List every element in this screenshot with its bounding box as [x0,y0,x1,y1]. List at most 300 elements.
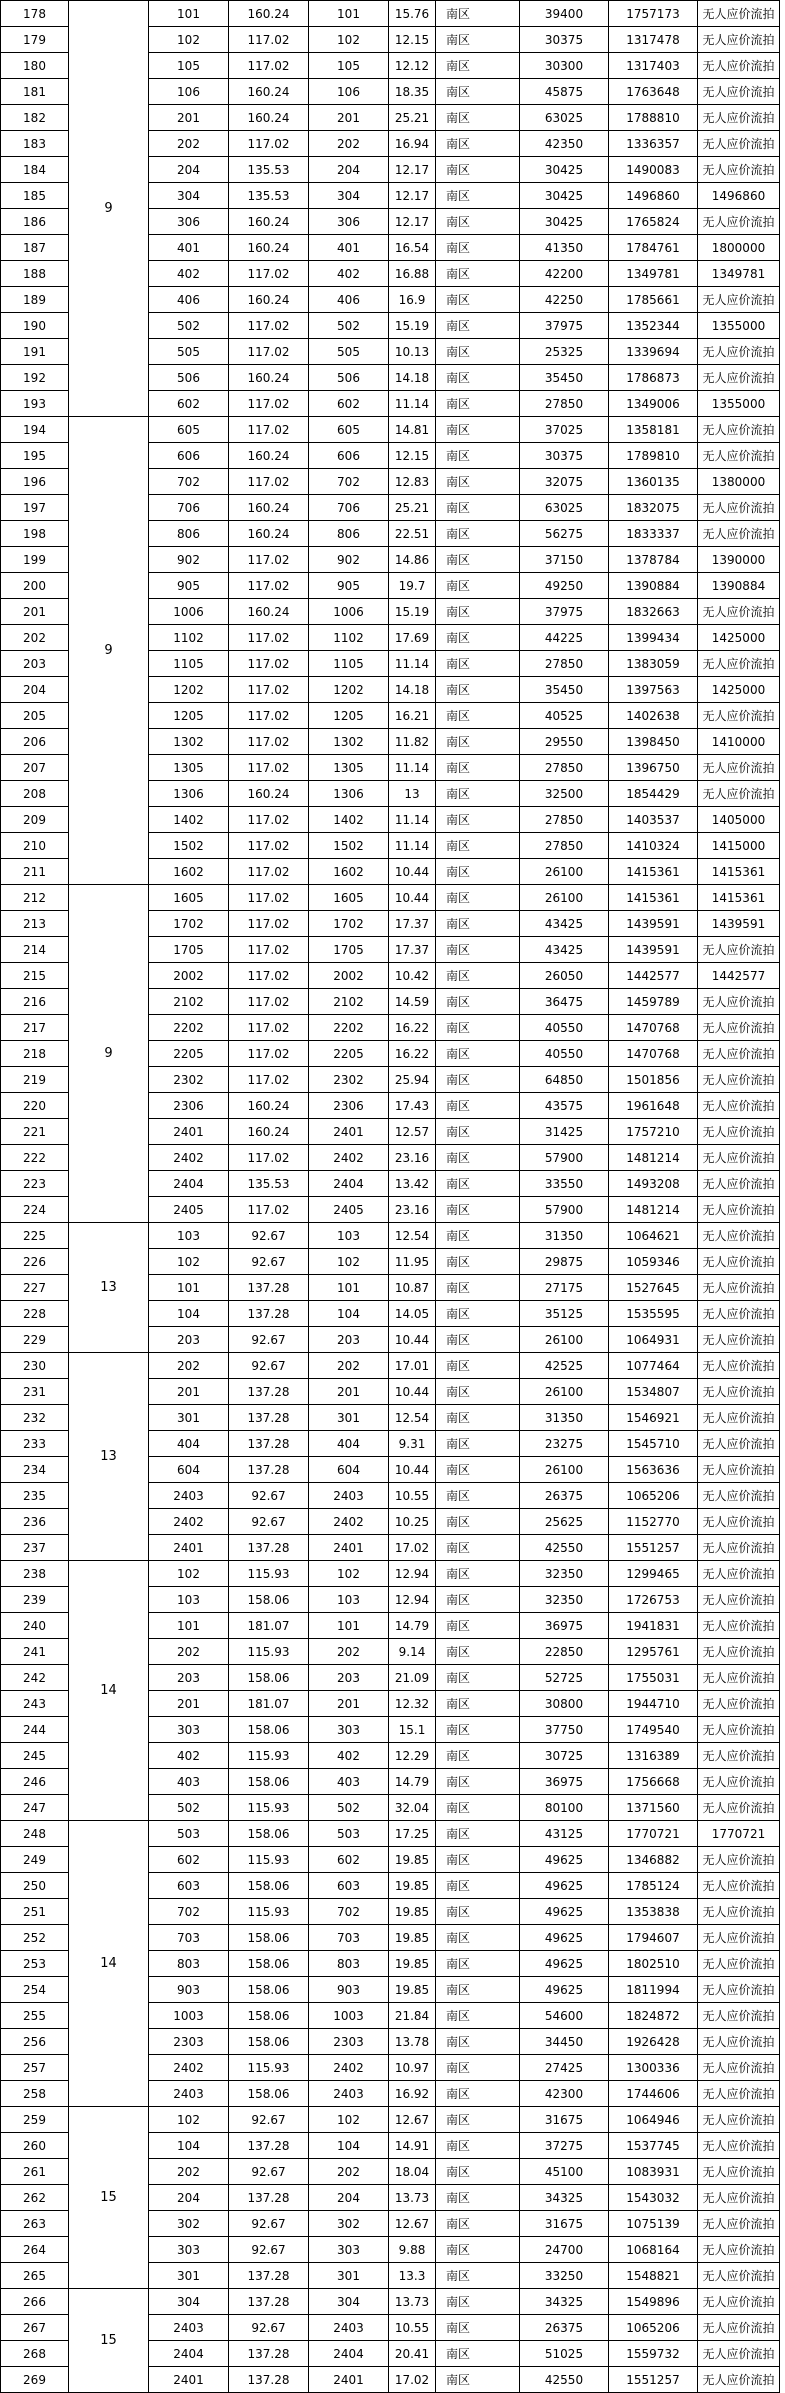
parking-area: 15.19 [389,313,436,339]
starting-price: 1064946 [609,2107,698,2133]
parking-area: 12.17 [389,209,436,235]
district: 南区 [436,1587,520,1613]
parking-area: 15.1 [389,1717,436,1743]
parking-area: 12.94 [389,1587,436,1613]
parking-area: 12.29 [389,1743,436,1769]
unit-number: 506 [149,365,229,391]
deposit: 57900 [520,1197,609,1223]
area: 117.02 [229,1015,309,1041]
area: 160.24 [229,365,309,391]
area: 137.28 [229,1405,309,1431]
area: 137.28 [229,2133,309,2159]
row-number: 234 [1,1457,69,1483]
district: 南区 [436,1691,520,1717]
row-number: 219 [1,1067,69,1093]
deposit: 40550 [520,1015,609,1041]
parking-unit: 506 [309,365,389,391]
deposit: 32350 [520,1587,609,1613]
row-number: 194 [1,417,69,443]
area: 117.02 [229,469,309,495]
result: 无人应价流拍 [698,1015,780,1041]
deposit: 27850 [520,807,609,833]
row-number: 211 [1,859,69,885]
deposit: 30425 [520,183,609,209]
area: 117.02 [229,911,309,937]
parking-unit: 303 [309,1717,389,1743]
parking-area: 12.54 [389,1405,436,1431]
result: 无人应价流拍 [698,1795,780,1821]
unit-number: 605 [149,417,229,443]
parking-unit: 1305 [309,755,389,781]
row-number: 212 [1,885,69,911]
row-number: 222 [1,1145,69,1171]
district: 南区 [436,2133,520,2159]
unit-number: 602 [149,391,229,417]
deposit: 42550 [520,2367,609,2393]
area: 117.02 [229,131,309,157]
building-number: 13 [69,1223,149,1353]
parking-unit: 1502 [309,833,389,859]
district: 南区 [436,573,520,599]
district: 南区 [436,53,520,79]
parking-unit: 1602 [309,859,389,885]
unit-number: 502 [149,313,229,339]
unit-number: 2401 [149,1119,229,1145]
result: 无人应价流拍 [698,1353,780,1379]
deposit: 42350 [520,131,609,157]
table-row [1,2107,780,2133]
deposit: 49625 [520,1925,609,1951]
row-number: 221 [1,1119,69,1145]
area: 117.02 [229,651,309,677]
parking-area: 17.01 [389,1353,436,1379]
result: 无人应价流拍 [698,1197,780,1223]
unit-number: 2402 [149,1145,229,1171]
district: 南区 [436,1535,520,1561]
unit-number: 2202 [149,1015,229,1041]
unit-number: 2302 [149,1067,229,1093]
parking-unit: 104 [309,2133,389,2159]
unit-number: 204 [149,157,229,183]
row-number: 201 [1,599,69,625]
parking-area: 13 [389,781,436,807]
result: 无人应价流拍 [698,2107,780,2133]
row-number: 237 [1,1535,69,1561]
parking-unit: 605 [309,417,389,443]
unit-number: 104 [149,2133,229,2159]
area: 160.24 [229,495,309,521]
result: 无人应价流拍 [698,2003,780,2029]
starting-price: 1788810 [609,105,698,131]
district: 南区 [436,1223,520,1249]
result: 无人应价流拍 [698,1977,780,2003]
building-number: 9 [69,885,149,1223]
parking-area: 16.88 [389,261,436,287]
parking-area: 11.14 [389,833,436,859]
parking-area: 14.18 [389,677,436,703]
parking-unit: 606 [309,443,389,469]
area: 137.28 [229,1457,309,1483]
starting-price: 1563636 [609,1457,698,1483]
parking-unit: 204 [309,2185,389,2211]
district: 南区 [436,183,520,209]
unit-number: 2403 [149,2315,229,2341]
unit-number: 103 [149,1587,229,1613]
parking-area: 13.73 [389,2289,436,2315]
parking-unit: 2403 [309,1483,389,1509]
starting-price: 1765824 [609,209,698,235]
district: 南区 [436,469,520,495]
starting-price: 1534807 [609,1379,698,1405]
row-number: 238 [1,1561,69,1587]
area: 137.28 [229,1379,309,1405]
result: 无人应价流拍 [698,781,780,807]
area: 117.02 [229,339,309,365]
starting-price: 1944710 [609,1691,698,1717]
parking-area: 21.84 [389,2003,436,2029]
district: 南区 [436,911,520,937]
parking-area: 10.97 [389,2055,436,2081]
parking-unit: 2404 [309,2341,389,2367]
district: 南区 [436,261,520,287]
area: 158.06 [229,1873,309,1899]
unit-number: 2401 [149,2367,229,2393]
row-number: 188 [1,261,69,287]
area: 137.28 [229,2185,309,2211]
parking-unit: 2102 [309,989,389,1015]
unit-number: 606 [149,443,229,469]
unit-number: 2402 [149,2055,229,2081]
result: 无人应价流拍 [698,2341,780,2367]
parking-unit: 2402 [309,1145,389,1171]
result: 无人应价流拍 [698,287,780,313]
building-number: 13 [69,1353,149,1561]
area: 160.24 [229,235,309,261]
area: 158.06 [229,1717,309,1743]
unit-number: 902 [149,547,229,573]
area: 181.07 [229,1613,309,1639]
row-number: 224 [1,1197,69,1223]
unit-number: 103 [149,1223,229,1249]
starting-price: 1317403 [609,53,698,79]
starting-price: 1346882 [609,1847,698,1873]
unit-number: 2402 [149,1509,229,1535]
district: 南区 [436,209,520,235]
deposit: 31675 [520,2211,609,2237]
area: 158.06 [229,2029,309,2055]
starting-price: 1537745 [609,2133,698,2159]
result: 1349781 [698,261,780,287]
row-number: 254 [1,1977,69,2003]
deposit: 57900 [520,1145,609,1171]
unit-number: 403 [149,1769,229,1795]
starting-price: 1402638 [609,703,698,729]
row-number: 258 [1,2081,69,2107]
area: 92.67 [229,1327,309,1353]
parking-area: 10.13 [389,339,436,365]
starting-price: 1317478 [609,27,698,53]
deposit: 36975 [520,1613,609,1639]
starting-price: 1786873 [609,365,698,391]
district: 南区 [436,1847,520,1873]
parking-unit: 101 [309,1613,389,1639]
result: 1405000 [698,807,780,833]
table-row [1,1,780,27]
deposit: 52725 [520,1665,609,1691]
area: 117.02 [229,703,309,729]
unit-number: 406 [149,287,229,313]
row-number: 246 [1,1769,69,1795]
parking-unit: 103 [309,1223,389,1249]
parking-area: 19.85 [389,1925,436,1951]
result: 无人应价流拍 [698,2133,780,2159]
area: 158.06 [229,1977,309,2003]
district: 南区 [436,2185,520,2211]
area: 117.02 [229,807,309,833]
row-number: 185 [1,183,69,209]
unit-number: 703 [149,1925,229,1951]
parking-area: 14.05 [389,1301,436,1327]
district: 南区 [436,2315,520,2341]
district: 南区 [436,131,520,157]
parking-area: 10.44 [389,859,436,885]
result: 无人应价流拍 [698,1509,780,1535]
row-number: 236 [1,1509,69,1535]
starting-price: 1349781 [609,261,698,287]
parking-unit: 101 [309,1,389,27]
result: 无人应价流拍 [698,1717,780,1743]
result: 无人应价流拍 [698,1379,780,1405]
parking-unit: 503 [309,1821,389,1847]
parking-area: 16.21 [389,703,436,729]
parking-area: 14.86 [389,547,436,573]
parking-area: 11.14 [389,807,436,833]
unit-number: 202 [149,1353,229,1379]
row-number: 183 [1,131,69,157]
parking-unit: 1205 [309,703,389,729]
area: 158.06 [229,2003,309,2029]
area: 158.06 [229,1665,309,1691]
parking-unit: 301 [309,1405,389,1431]
starting-price: 1501856 [609,1067,698,1093]
parking-area: 16.9 [389,287,436,313]
unit-number: 402 [149,261,229,287]
area: 117.02 [229,1041,309,1067]
unit-number: 1705 [149,937,229,963]
deposit: 30375 [520,443,609,469]
starting-price: 1551257 [609,2367,698,2393]
row-number: 180 [1,53,69,79]
result: 无人应价流拍 [698,2263,780,2289]
area: 115.93 [229,1795,309,1821]
area: 115.93 [229,2055,309,2081]
result: 1425000 [698,625,780,651]
table-row [1,1353,780,1379]
row-number: 265 [1,2263,69,2289]
parking-unit: 1105 [309,651,389,677]
table-row [1,885,780,911]
parking-unit: 303 [309,2237,389,2263]
starting-price: 1789810 [609,443,698,469]
row-number: 198 [1,521,69,547]
starting-price: 1784761 [609,235,698,261]
deposit: 26100 [520,1379,609,1405]
starting-price: 1415361 [609,859,698,885]
result: 无人应价流拍 [698,2211,780,2237]
district: 南区 [436,313,520,339]
starting-price: 1353838 [609,1899,698,1925]
area: 160.24 [229,287,309,313]
row-number: 223 [1,1171,69,1197]
row-number: 184 [1,157,69,183]
deposit: 35450 [520,365,609,391]
district: 南区 [436,79,520,105]
district: 南区 [436,1275,520,1301]
parking-area: 12.54 [389,1223,436,1249]
deposit: 32350 [520,1561,609,1587]
result: 无人应价流拍 [698,417,780,443]
parking-unit: 903 [309,1977,389,2003]
parking-area: 12.15 [389,27,436,53]
unit-number: 203 [149,1665,229,1691]
deposit: 37975 [520,313,609,339]
result: 无人应价流拍 [698,651,780,677]
parking-unit: 202 [309,131,389,157]
row-number: 181 [1,79,69,105]
row-number: 225 [1,1223,69,1249]
unit-number: 2205 [149,1041,229,1067]
row-number: 179 [1,27,69,53]
area: 117.02 [229,625,309,651]
area: 160.24 [229,443,309,469]
starting-price: 1300336 [609,2055,698,2081]
row-number: 214 [1,937,69,963]
result: 无人应价流拍 [698,1041,780,1067]
district: 南区 [436,521,520,547]
starting-price: 1785124 [609,1873,698,1899]
area: 115.93 [229,1743,309,1769]
parking-unit: 2401 [309,1535,389,1561]
unit-number: 201 [149,1379,229,1405]
starting-price: 1763648 [609,79,698,105]
area: 160.24 [229,521,309,547]
area: 117.02 [229,391,309,417]
result: 无人应价流拍 [698,1431,780,1457]
unit-number: 2404 [149,2341,229,2367]
parking-unit: 106 [309,79,389,105]
parking-unit: 402 [309,1743,389,1769]
district: 南区 [436,1119,520,1145]
parking-unit: 202 [309,1639,389,1665]
parking-unit: 602 [309,1847,389,1873]
area: 92.67 [229,2315,309,2341]
starting-price: 1064621 [609,1223,698,1249]
deposit: 43425 [520,937,609,963]
unit-number: 202 [149,131,229,157]
result: 无人应价流拍 [698,1327,780,1353]
row-number: 202 [1,625,69,651]
row-number: 269 [1,2367,69,2393]
result: 1800000 [698,235,780,261]
area: 117.02 [229,755,309,781]
parking-area: 10.55 [389,2315,436,2341]
parking-area: 23.16 [389,1145,436,1171]
row-number: 204 [1,677,69,703]
starting-price: 1481214 [609,1197,698,1223]
area: 92.67 [229,2237,309,2263]
area: 158.06 [229,1951,309,1977]
parking-area: 19.85 [389,1951,436,1977]
result: 1415361 [698,885,780,911]
area: 160.24 [229,1093,309,1119]
parking-unit: 2402 [309,2055,389,2081]
deposit: 49625 [520,1951,609,1977]
parking-area: 17.02 [389,2367,436,2393]
unit-number: 1402 [149,807,229,833]
deposit: 34325 [520,2289,609,2315]
area: 117.02 [229,1067,309,1093]
parking-unit: 2303 [309,2029,389,2055]
starting-price: 1390884 [609,573,698,599]
parking-unit: 2402 [309,1509,389,1535]
starting-price: 1339694 [609,339,698,365]
area: 92.67 [229,2211,309,2237]
area: 92.67 [229,1249,309,1275]
unit-number: 301 [149,2263,229,2289]
parking-unit: 1102 [309,625,389,651]
result: 1496860 [698,183,780,209]
deposit: 24700 [520,2237,609,2263]
starting-price: 1811994 [609,1977,698,2003]
unit-number: 2401 [149,1535,229,1561]
district: 南区 [436,2367,520,2393]
district: 南区 [436,1249,520,1275]
unit-number: 404 [149,1431,229,1457]
result: 1390884 [698,573,780,599]
unit-number: 201 [149,105,229,131]
district: 南区 [436,1509,520,1535]
starting-price: 1059346 [609,1249,698,1275]
row-number: 182 [1,105,69,131]
district: 南区 [436,1769,520,1795]
parking-area: 21.09 [389,1665,436,1691]
starting-price: 1397563 [609,677,698,703]
unit-number: 1305 [149,755,229,781]
district: 南区 [436,1353,520,1379]
unit-number: 1602 [149,859,229,885]
unit-number: 2404 [149,1171,229,1197]
deposit: 42550 [520,1535,609,1561]
deposit: 30300 [520,53,609,79]
district: 南区 [436,703,520,729]
row-number: 199 [1,547,69,573]
parking-unit: 104 [309,1301,389,1327]
unit-number: 2002 [149,963,229,989]
district: 南区 [436,885,520,911]
parking-area: 25.94 [389,1067,436,1093]
parking-area: 13.3 [389,2263,436,2289]
deposit: 31350 [520,1223,609,1249]
row-number: 252 [1,1925,69,1951]
result: 无人应价流拍 [698,1275,780,1301]
parking-area: 11.14 [389,755,436,781]
parking-unit: 2405 [309,1197,389,1223]
deposit: 33550 [520,1171,609,1197]
district: 南区 [436,1821,520,1847]
parking-area: 22.51 [389,521,436,547]
row-number: 196 [1,469,69,495]
area: 160.24 [229,105,309,131]
